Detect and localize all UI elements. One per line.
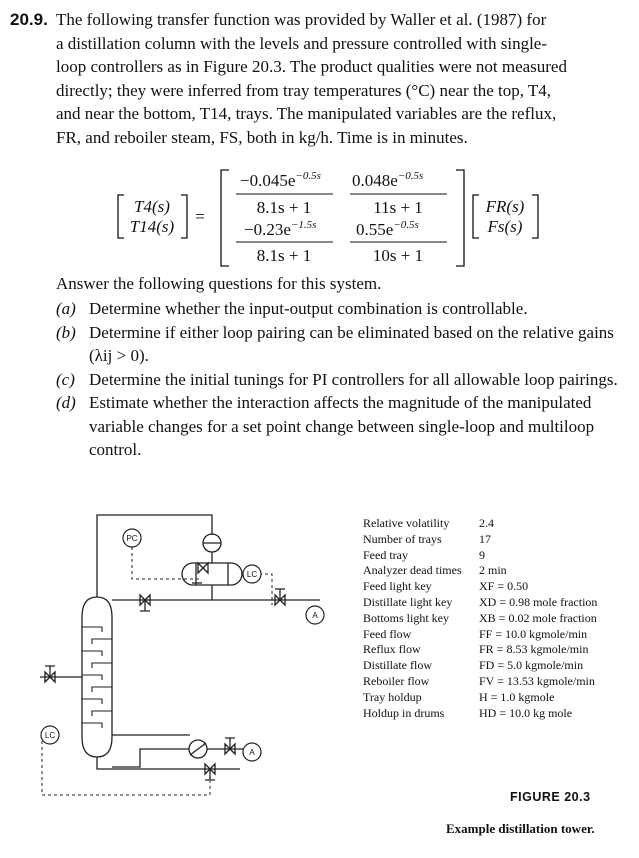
problem-line-1: The following transfer function was provided by Waller et al. (1987) for — [56, 10, 547, 29]
problem-line-6: FR, and reboiler steam, FS, both in kg/h. Time is in minutes. — [56, 127, 468, 147]
spec-row: Tray holdup H = 1.0 kgmole — [363, 689, 555, 704]
spec-row: Distillate light key XD = 0.98 mole fraction — [363, 594, 598, 609]
lc-top-label: LC — [246, 570, 258, 579]
matrix-bracket-right — [456, 170, 464, 266]
g12-denominator: 11s + 1 — [373, 198, 423, 217]
part-text: Determine the initial tunings for PI controllers for all allowable loop pairings. — [89, 369, 618, 389]
spec-row: Bottoms light key XB = 0.02 mole fraction — [363, 610, 597, 625]
transfer-function-equation — [0, 168, 639, 268]
distillation-tower-diagram — [20, 505, 340, 805]
question-parts — [56, 297, 626, 462]
lhs-bottom: T14(s) — [129, 217, 175, 236]
g12-numerator: $0.048e^{-0.5s}$ — [352, 170, 424, 190]
part-label: (b) — [56, 322, 76, 342]
figure-title: FIGURE 20.3 — [510, 790, 591, 804]
spec-row: Number of trays 17 — [363, 531, 491, 546]
analyzer-bottom-label: A — [249, 748, 255, 757]
g22-denominator: 10s + 1 — [372, 246, 424, 265]
rhs-bottom: Fs(s) — [487, 217, 523, 236]
spec-row: Feed tray 9 — [363, 547, 485, 562]
pc-label: PC — [126, 534, 138, 543]
spec-row: Reflux flow FR = 8.53 kgmole/min — [363, 642, 589, 657]
answer-intro: Answer the following questions for this system. — [56, 274, 382, 293]
equals-sign: = — [195, 207, 205, 226]
lhs-bracket-left — [118, 195, 124, 238]
reflux-drum — [182, 563, 242, 585]
question-part-d — [56, 391, 626, 462]
question-part-c — [56, 368, 626, 392]
spec-row: Reboiler flow FV = 13.53 kgmole/min — [363, 673, 595, 688]
g21-numerator: $-0.23e^{-1.5s}$ — [244, 219, 317, 239]
matrix-bracket-left — [221, 170, 229, 266]
part-label: (c) — [56, 369, 75, 389]
g11-numerator: $-0.045e^{-0.5s}$ — [240, 170, 321, 190]
rhs-top: FR(s) — [485, 197, 525, 216]
g21-denominator: 8.1s + 1 — [256, 246, 312, 265]
rhs-bracket-right — [532, 195, 538, 238]
figure-caption: Example distillation tower. — [446, 821, 595, 836]
spec-row: Analyzer dead times 2 min — [363, 563, 507, 578]
spec-row: Feed light key XF = 0.50 — [363, 579, 529, 594]
column-shell — [82, 597, 112, 757]
lc-bottom-label: LC — [44, 731, 56, 740]
spec-row: Distillate flow FD = 5.0 kgmole/min — [363, 658, 584, 673]
analyzer-top-label: A — [312, 611, 318, 620]
problem-statement — [10, 8, 625, 149]
spec-row: Feed flow FF = 10.0 kgmole/min — [363, 626, 588, 641]
problem-line-3: loop controllers as in Figure 20.3. The product qualities were not measured — [56, 57, 567, 76]
question-part-a — [56, 297, 626, 321]
lhs-top: T4(s) — [134, 197, 170, 216]
problem-number: 20.9. — [10, 10, 48, 29]
tower-specifications — [363, 516, 597, 721]
part-text: Determine whether the input-output combination is controllable. — [89, 299, 528, 318]
part-label: (d) — [56, 393, 76, 412]
g22-numerator: $0.55e^{-0.5s}$ — [356, 219, 419, 239]
part-label: (a) — [56, 299, 76, 318]
lhs-bracket-right — [181, 195, 187, 238]
g11-denominator: 8.1s + 1 — [256, 198, 312, 217]
spec-row: Holdup in drums HD = 10.0 kg mole — [363, 705, 573, 720]
problem-line-2: a distillation column with the levels and pressure controlled with single- — [56, 33, 548, 53]
rhs-bracket-left — [473, 195, 479, 238]
part-text: Determine if either loop pairing can be eliminated based on the relative gains (λij > 0). — [89, 322, 614, 365]
spec-row: Relative volatility 2.4 — [363, 516, 494, 530]
column-trays — [82, 627, 112, 728]
problem-line-5: and near the bottom, T14, trays. The manipulated variables are the reflux, — [56, 104, 557, 123]
part-text: Estimate whether the interaction affects the magnitude of the manipulated variable changes for a set point change between single-loop and multiloop control. — [89, 393, 595, 459]
problem-line-4: directly; they were inferred from tray temperatures (°C) near the top, T4, — [56, 80, 552, 100]
question-part-b — [56, 321, 626, 368]
